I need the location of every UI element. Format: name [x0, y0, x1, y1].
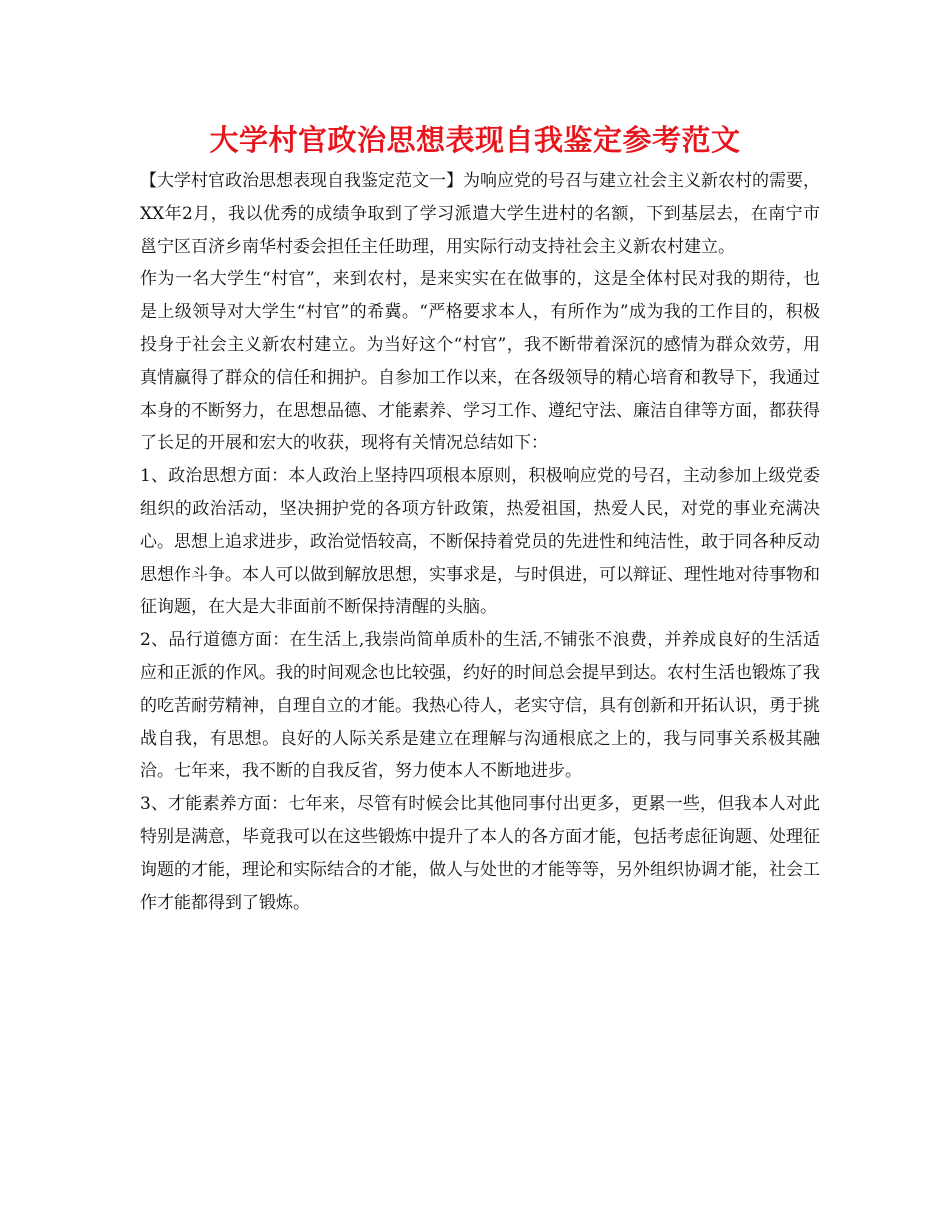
paragraph-role: 作为一名大学生“村官”，来到农村，是来实实在在做事的，这是全体村民对我的期待，也是上级领导对大学生“村官”的希冀。“严格要求本人，有所作为”成为我的工作目的，积极投身于社会主义新农村建立。为当好这个“村官”，我不断带着深沉的感情为群众效劳，用真情赢得了群众的信任和拥护。自参加工作以来，在各级领导的精心培育和教导下，我通过本身的不断努力，在思想品德、才能素养、学习工作、遵纪守法、廉洁自律等方面，都获得了长足的开展和宏大的收获，现将有关情况总结如下：: [140, 269, 820, 454]
document-body: [140, 165, 820, 919]
paragraph-ability: 3、才能素养方面：七年来，尽管有时候会比其他同事付出更多，更累一些，但我本人对此特别是满意，毕竟我可以在这些锻炼中提升了本人的各方面才能，包括考虑征询题、处理征询题的才能，理论和实际结合的才能，做人与处世的才能等等，另外组织协调才能，社会工作才能都得到了锻炼。: [140, 794, 820, 913]
paragraph-political-thought: 1、政治思想方面：本人政治上坚持四项根本原则，积极响应党的号召，主动参加上级党委组织的政治活动，坚决拥护党的各项方针政策，热爱祖国，热爱人民，对党的事业充满决心。思想上追求进步，政治觉悟较高，不断保持着党员的先进性和纯洁性，敢于同各种反动思想作斗争。本人可以做到解放思想，实事求是，与时俱进，可以辩证、理性地对待事物和征询题，在大是大非面前不断保持清醒的头脑。: [140, 466, 820, 618]
document-title: 大学村官政治思想表现自我鉴定参考范文: [209, 123, 741, 157]
paragraph-moral-conduct: 2、品行道德方面：在生活上,我崇尚简单质朴的生活,不铺张不浪费，并养成良好的生活适应和正派的作风。我的时间观念也比较强，约好的时间总会提早到达。农村生活也锻炼了我的吃苦耐劳精神，自理自立的才能。我热心待人，老实守信，具有创新和开拓认识，勇于挑战自我，有思想。良好的人际关系是建立在理解与沟通根底之上的，我与同事关系极其融洽。七年来，我不断的自我反省，努力使本人不断地进步。: [140, 630, 820, 782]
paragraph-intro: 【大学村官政治思想表现自我鉴定范文一】为响应党的号召与建立社会主义新农村的需要，XX年2月，我以优秀的成绩争取到了学习派遣大学生进村的名额，下到基层去，在南宁市邕宁区百济乡南华村委会担任主任助理，用实际行动支持社会主义新农村建立。: [140, 171, 820, 257]
